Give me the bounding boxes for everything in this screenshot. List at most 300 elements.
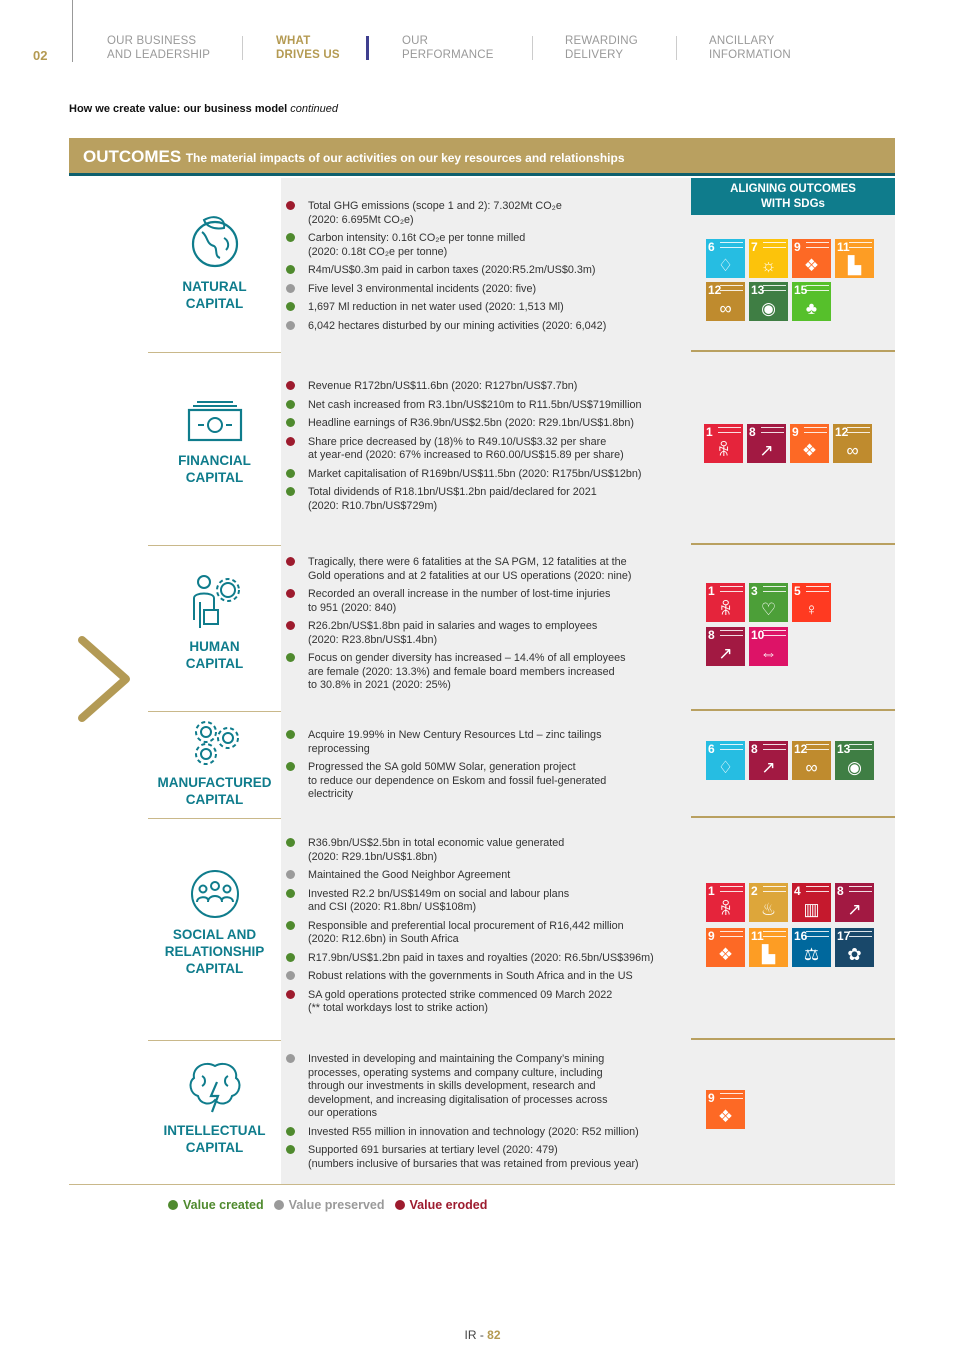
nav-divider-active	[366, 36, 369, 60]
outcome-bullet	[286, 301, 688, 315]
legend-label: Value eroded	[409, 1198, 488, 1212]
status-dot-created	[286, 762, 295, 771]
outcome-text-line: Gold operations and at 2 fatalities at our US operations (2020: nine)	[308, 569, 632, 582]
capital-name-line: SOCIAL AND	[172, 927, 257, 942]
sdg-title-lines	[761, 427, 784, 433]
outcome-text-line: Supported 691 bursaries at tertiary level (2020: 479)	[308, 1144, 558, 1156]
sdg-goal-icon: ♢	[717, 758, 734, 777]
sdg-number: 5	[794, 584, 801, 598]
sdg-number: 16	[794, 929, 808, 943]
sdg-number: 12	[794, 742, 808, 756]
sdg-tile-16	[792, 928, 831, 967]
outcome-text-line: Acquire 19.99% in New Century Resources Ltd – zinc tailings	[308, 729, 602, 741]
nav-tab-line: REWARDING	[565, 35, 638, 47]
status-dot-eroded	[286, 621, 295, 630]
sdg-number: 7	[751, 240, 758, 254]
outcome-text-line: are female (2020: 13.3%) and female board members increased	[308, 665, 615, 678]
intellectual-sdg-row	[706, 1090, 745, 1129]
sdg-goal-icon: ↗	[761, 758, 776, 777]
outcome-bullet	[286, 869, 688, 883]
sdg-goal-icon: ⚖	[803, 945, 820, 964]
status-dot-created	[286, 1127, 295, 1136]
sdg-goal-icon: ❖	[803, 256, 820, 275]
sdg-goal-icon: ♀	[805, 600, 818, 619]
outcomes-banner	[69, 138, 895, 176]
subtitle-italic: continued	[290, 103, 339, 115]
banner-subtitle: The material impacts of our activities on our key resources and relationships	[185, 151, 625, 165]
sdg-number: 17	[837, 929, 851, 943]
legend-dot-created	[168, 1200, 178, 1210]
sdg-tile-9	[792, 239, 831, 278]
outcome-bullet	[286, 200, 688, 227]
sdg-tile-12	[792, 741, 831, 780]
page-footer	[0, 1328, 965, 1342]
manufactured-capital-label	[148, 718, 281, 808]
sdg-goal-icon: ↗	[759, 441, 774, 460]
section-divider	[148, 545, 281, 546]
outcome-text-line: Tragically, there were 6 fatalities at the SA PGM, 12 fatalities at the	[308, 556, 627, 568]
nav-tab-line: INFORMATION	[709, 49, 791, 61]
section-subtitle	[69, 103, 338, 115]
sdg-goal-icon: ∞	[805, 758, 818, 777]
gears-icon	[184, 718, 246, 768]
sdg-title-lines	[763, 744, 786, 750]
outcome-text-line: development, and increasing digitalisation of processes across	[308, 1093, 608, 1106]
outcome-bullet	[286, 1053, 688, 1121]
status-dot-created	[286, 889, 295, 898]
sdg-goal-icon: ✿	[847, 945, 862, 964]
outcome-bullet	[286, 952, 688, 966]
sdg-title-lines	[849, 886, 872, 892]
intellectual-capital-outcomes	[286, 1053, 688, 1176]
human-sdg-row-1	[706, 583, 831, 622]
sdg-title-lines	[806, 285, 829, 291]
sdg-number: 15	[794, 283, 808, 297]
sdg-tile-4	[792, 883, 831, 922]
sdg-goal-icon: ❖	[801, 441, 818, 460]
outcome-bullet	[286, 729, 688, 756]
outcome-bullet	[286, 283, 688, 297]
capital-name-line: NATURAL	[182, 279, 247, 294]
people-group-icon	[184, 866, 246, 920]
footer-prefix: IR -	[464, 1328, 488, 1342]
section-number: 02	[33, 48, 48, 63]
nav-tab-drives[interactable]	[276, 34, 340, 62]
financial-capital-outcomes	[286, 380, 688, 518]
sdg-goal-icon: ♨	[760, 900, 777, 919]
outcome-bullet	[286, 486, 688, 513]
sdg-header-line: ALIGNING OUTCOMES	[730, 183, 856, 195]
sdg-tile-6	[706, 741, 745, 780]
nav-tab-line: OUR	[402, 35, 429, 47]
sdg-goal-icon: ❖	[717, 1107, 734, 1126]
sdg-number: 1	[708, 584, 715, 598]
nav-tab-ancillary[interactable]	[709, 34, 791, 62]
outcome-text-line: to 30.8% in 2021 (2020: 25%)	[308, 679, 451, 691]
capital-name-line: CAPITAL	[185, 961, 244, 976]
nav-tab-line: ANCILLARY	[709, 35, 775, 47]
capital-name-line: CAPITAL	[185, 1140, 244, 1155]
section-divider	[691, 543, 895, 545]
nav-tab-line: PERFORMANCE	[402, 49, 494, 61]
sdg-title-lines	[849, 242, 872, 248]
status-dot-created	[286, 469, 295, 478]
status-dot-created	[286, 1145, 295, 1154]
intellectual-capital-label	[148, 1058, 281, 1156]
outcome-bullet	[286, 761, 688, 802]
subtitle-bold: How we create value: our business model	[69, 103, 288, 115]
sdg-number: 9	[794, 240, 801, 254]
outcome-text-line: Invested in developing and maintaining the Company’s mining	[308, 1053, 605, 1065]
financial-sdg-row	[704, 424, 872, 463]
outcome-bullet	[286, 436, 688, 463]
natural-capital-outcomes	[286, 200, 688, 338]
sdg-goal-icon: ∞	[846, 441, 859, 460]
sdg-goal-icon: ▥	[803, 900, 820, 919]
section-divider	[691, 709, 895, 711]
sdg-number: 9	[708, 929, 715, 943]
nav-tab-line: DRIVES US	[276, 49, 340, 61]
outcome-bullet	[286, 620, 688, 647]
legend-label: Value created	[183, 1198, 264, 1212]
sdg-tile-8	[835, 883, 874, 922]
outcome-text-line: to reduce our dependence on Eskom and fossil fuel-generated	[308, 774, 607, 787]
capital-name-line: CAPITAL	[185, 792, 244, 807]
sdg-number: 6	[708, 742, 715, 756]
capital-name-line: CAPITAL	[185, 296, 244, 311]
sdg-tile-7	[749, 239, 788, 278]
sdg-tile-11	[835, 239, 874, 278]
person-gear-icon	[184, 572, 246, 632]
outcome-text-line: and CSI (2020: R1.8bn/ US$108m)	[308, 901, 477, 913]
outcome-bullet	[286, 232, 688, 259]
capital-name	[148, 452, 281, 486]
status-dot-eroded	[286, 990, 295, 999]
sdg-title-lines	[806, 744, 829, 750]
sdg-goal-icon: ∞	[719, 299, 732, 318]
outcome-bullet	[286, 380, 688, 394]
sdg-title-lines	[720, 285, 743, 291]
nav-divider	[676, 36, 677, 60]
sdg-title-lines	[806, 242, 829, 248]
sdg-goal-icon: ꆜ	[716, 441, 731, 460]
capital-name-line: INTELLECTUAL	[163, 1123, 266, 1138]
section-divider	[148, 711, 281, 712]
outcome-text-line: Progressed the SA gold 50MW Solar, generation project	[308, 761, 576, 773]
sdg-goal-icon: ꆜ	[718, 900, 733, 919]
capital-name-line: HUMAN	[189, 639, 240, 654]
outcome-bullet	[286, 652, 688, 693]
outcome-bullet	[286, 888, 688, 915]
outcome-text-line: at year-end (2020: 67% increased to R60.00/US$15.89 per share)	[308, 449, 624, 461]
sdg-tile-6	[706, 239, 745, 278]
capital-name	[148, 774, 281, 808]
capital-name	[148, 638, 281, 672]
outcome-bullet	[286, 837, 688, 864]
sdg-goal-icon: ☼	[760, 256, 777, 275]
outcome-text-line: Share price decreased by (18)% to R49.10/US$3.32 per share	[308, 435, 607, 448]
outcome-text-line: (2020: 6.695Mt CO₂e)	[308, 213, 414, 226]
status-dot-created	[286, 400, 295, 409]
sdg-number: 4	[794, 884, 801, 898]
status-dot-created	[286, 653, 295, 662]
status-dot-created	[286, 418, 295, 427]
sdg-title-lines	[849, 744, 872, 750]
nav-tab-line: AND LEADERSHIP	[107, 49, 211, 61]
outcome-text-line: Headline earnings of R36.9bn/US$2.5bn (2020: R29.1bn/US$1.8bn)	[308, 417, 634, 429]
capital-name-line: RELATIONSHIP	[164, 944, 265, 959]
sdg-tile-12	[706, 282, 745, 321]
capital-name	[148, 926, 281, 977]
capital-name	[148, 1122, 281, 1156]
status-dot-created	[286, 487, 295, 496]
manufactured-capital-outcomes	[286, 729, 688, 807]
nav-tab-performance[interactable]	[402, 34, 494, 62]
sdg-number: 2	[751, 884, 758, 898]
sdg-title-lines	[720, 242, 743, 248]
sdg-tile-17	[835, 928, 874, 967]
nav-tab-line: DELIVERY	[565, 49, 624, 61]
outcome-bullet	[286, 920, 688, 947]
social-sdg-row-1	[706, 883, 874, 922]
sdg-title-lines	[847, 427, 870, 433]
status-dot-eroded	[286, 381, 295, 390]
section-divider	[691, 816, 895, 818]
outcome-text-line: Total dividends of R18.1bn/US$1.2bn paid/declared for 2021	[308, 486, 597, 498]
nav-tab-line: WHAT	[276, 35, 311, 47]
outcome-text-line: (numbers inclusive of bursaries that was retained from previous year)	[308, 1157, 639, 1170]
outcome-bullet	[286, 588, 688, 615]
outcome-bullet	[286, 399, 688, 413]
sdg-tile-8	[749, 741, 788, 780]
sdg-number: 12	[835, 425, 849, 439]
outcome-text-line: 6,042 hectares disturbed by our mining activities (2020: 6,042)	[308, 319, 607, 332]
outcome-text-line: through our investments in skills development, research and	[308, 1080, 596, 1092]
sdg-number: 13	[837, 742, 851, 756]
manufactured-sdg-row	[706, 741, 874, 780]
sdg-number: 9	[792, 425, 799, 439]
outcome-bullet	[286, 556, 688, 583]
outcome-text-line: Robust relations with the governments in South Africa and in the US	[308, 970, 633, 982]
outcome-text-line: processes, operating systems and company culture, including	[308, 1066, 603, 1079]
sdg-number: 11	[837, 240, 850, 254]
section-divider	[148, 818, 281, 819]
sdg-tile-1	[706, 583, 745, 622]
status-dot-preserved	[286, 971, 295, 980]
nav-tab-business[interactable]	[107, 34, 210, 62]
outcome-text-line: reprocessing	[308, 742, 370, 755]
banner-title: OUTCOMES	[83, 147, 182, 166]
outcome-bullet	[286, 264, 688, 278]
status-dot-eroded	[286, 557, 295, 566]
sdg-tile-11	[749, 928, 788, 967]
sdg-number: 10	[751, 628, 765, 642]
sdg-tile-15	[792, 282, 831, 321]
outcome-text-line: (2020: R12.6bn) in South Africa	[308, 933, 459, 945]
nav-divider-line	[72, 0, 73, 62]
status-dot-preserved	[286, 284, 295, 293]
human-capital-label	[148, 572, 281, 672]
capital-name-line: CAPITAL	[185, 656, 244, 671]
legend-label: Value preserved	[288, 1198, 385, 1212]
natural-sdg-row-2	[706, 282, 831, 321]
outcome-bullet	[286, 970, 688, 984]
sdg-title-lines	[720, 886, 743, 892]
top-navigation	[0, 0, 965, 80]
human-sdg-row-2	[706, 627, 788, 666]
globe-leaf-icon	[184, 210, 246, 272]
table-bottom-line	[69, 1184, 895, 1185]
outcome-text-line: (** total workdays lost to strike action)	[308, 1002, 489, 1014]
nav-tab-delivery[interactable]	[565, 34, 638, 62]
sdg-number: 1	[708, 884, 715, 898]
sdg-title-lines	[763, 586, 786, 592]
status-dot-created	[286, 953, 295, 962]
sdg-title-lines	[720, 586, 743, 592]
sdg-title-lines	[720, 1093, 743, 1099]
sdg-title-lines	[763, 285, 786, 291]
outcome-bullet	[286, 468, 688, 482]
status-dot-created	[286, 730, 295, 739]
capital-name-line: MANUFACTURED	[157, 775, 272, 790]
sdg-title-lines	[806, 931, 829, 937]
status-dot-preserved	[286, 870, 295, 879]
outcome-text-line: to 951 (2020: 840)	[308, 601, 397, 614]
social-sdg-row-2	[706, 928, 874, 967]
social-capital-outcomes	[286, 837, 688, 1021]
sdg-goal-icon: ♡	[760, 600, 777, 619]
banknote-icon	[184, 398, 246, 446]
legend-dot-preserved	[274, 1200, 284, 1210]
status-dot-eroded	[286, 201, 295, 210]
sdg-title-lines	[763, 886, 786, 892]
sdg-number: 1	[706, 425, 713, 439]
sdg-title-lines	[849, 931, 872, 937]
footer-page-number: 82	[487, 1328, 501, 1342]
nav-divider	[242, 36, 243, 60]
sdg-goal-icon: ↗	[718, 644, 733, 663]
outcome-text-line: (2020: R10.7bn/US$729m)	[308, 499, 438, 512]
brain-icon	[184, 1058, 246, 1116]
sdg-goal-icon: ▙	[847, 256, 862, 275]
sdg-goal-icon: ◉	[761, 299, 776, 318]
sdg-tile-9	[706, 1090, 745, 1129]
chevron-right-icon[interactable]	[74, 634, 134, 724]
sdg-number: 9	[708, 1091, 715, 1105]
section-divider	[148, 352, 281, 353]
outcome-text-line: Net cash increased from R3.1bn/US$210m to R11.5bn/US$719million	[308, 398, 642, 411]
status-dot-preserved	[286, 321, 295, 330]
outcome-text-line: Invested R2.2 bn/US$149m on social and labour plans	[308, 887, 570, 900]
section-divider	[691, 350, 895, 352]
status-dot-created	[286, 838, 295, 847]
sdg-tile-10	[749, 627, 788, 666]
status-dot-eroded	[286, 589, 295, 598]
outcome-text-line: Maintained the Good Neighbor Agreement	[308, 869, 511, 881]
sdg-tile-13	[749, 282, 788, 321]
sdg-goal-icon: ❖	[717, 945, 734, 964]
outcome-text-line: Carbon intensity: 0.16t CO₂e per tonne milled	[308, 232, 526, 244]
outcome-text-line: (2020: R29.1bn/US$1.8bn)	[308, 850, 438, 863]
sdg-title-lines	[720, 744, 743, 750]
sdg-tile-9	[706, 928, 745, 967]
outcome-bullet	[286, 320, 688, 334]
sdg-tile-1	[706, 883, 745, 922]
sdg-number: 8	[751, 742, 758, 756]
sdg-tile-5	[792, 583, 831, 622]
sdg-goal-icon: ◉	[847, 758, 862, 777]
outcome-text-line: R4m/US$0.3m paid in carbon taxes (2020:R5.2m/US$0.3m)	[308, 264, 596, 276]
outcome-text-line: R17.9bn/US$1.2bn paid in taxes and royalties (2020: R6.5bn/US$396m)	[308, 951, 654, 964]
sdg-goal-icon: ⇔	[760, 644, 777, 663]
sdg-tile-9	[790, 424, 829, 463]
sdg-tile-2	[749, 883, 788, 922]
sdg-number: 8	[749, 425, 756, 439]
sdg-tile-8	[747, 424, 786, 463]
outcome-text-line: (2020: R23.8bn/US$1.4bn)	[308, 633, 438, 646]
sdg-goal-icon: ▙	[761, 945, 776, 964]
status-dot-preserved	[286, 1054, 295, 1063]
capital-name-line: CAPITAL	[185, 470, 244, 485]
sdg-header	[691, 178, 895, 215]
sdg-number: 6	[708, 240, 715, 254]
outcome-text-line: R26.2bn/US$1.8bn paid in salaries and wages to employees	[308, 620, 598, 632]
natural-capital-label	[148, 210, 281, 312]
outcome-text-line: our operations	[308, 1107, 378, 1119]
sdg-tile-3	[749, 583, 788, 622]
nav-divider	[532, 36, 533, 60]
sdg-header-line: WITH SDGs	[761, 198, 825, 210]
sdg-number: 8	[837, 884, 844, 898]
outcome-text-line: Market capitalisation of R169bn/US$11.5bn (2020: R175bn/US$12bn)	[308, 467, 642, 480]
sdg-goal-icon: ꆜ	[718, 600, 733, 619]
outcome-text-line: Invested R55 million in innovation and technology (2020: R52 million)	[308, 1125, 639, 1138]
outcome-text-line: SA gold operations protected strike commenced 09 March 2022	[308, 988, 613, 1001]
section-divider	[691, 1038, 895, 1040]
legend-item-preserved	[274, 1198, 385, 1212]
sdg-title-lines	[806, 886, 829, 892]
sdg-number: 12	[708, 283, 722, 297]
sdg-number: 11	[751, 929, 764, 943]
outcome-bullet	[286, 1144, 688, 1171]
sdg-tile-1	[704, 424, 743, 463]
outcome-text-line: Total GHG emissions (scope 1 and 2): 7.302Mt CO₂e	[308, 200, 562, 212]
outcome-bullet	[286, 1126, 688, 1140]
sdg-number: 13	[751, 283, 765, 297]
social-capital-label	[148, 866, 281, 977]
status-dot-created	[286, 233, 295, 242]
sdg-tile-12	[833, 424, 872, 463]
legend-item-eroded	[395, 1198, 488, 1212]
status-dot-created	[286, 265, 295, 274]
outcome-text-line: Recorded an overall increase in the number of lost-time injuries	[308, 588, 611, 600]
sdg-title-lines	[806, 586, 829, 592]
capital-name-line: FINANCIAL	[178, 453, 251, 468]
outcome-text-line: electricity	[308, 788, 353, 800]
capital-name	[148, 278, 281, 312]
sdg-title-lines	[804, 427, 827, 433]
sdg-title-lines	[720, 931, 743, 937]
sdg-goal-icon: ↗	[847, 900, 862, 919]
sdg-goal-icon: ♢	[717, 256, 734, 275]
sdg-title-lines	[720, 630, 743, 636]
sdg-number: 3	[751, 584, 758, 598]
value-legend	[168, 1198, 487, 1212]
status-dot-created	[286, 302, 295, 311]
status-dot-eroded	[286, 437, 295, 446]
financial-capital-label	[148, 398, 281, 486]
human-capital-outcomes	[286, 556, 688, 698]
